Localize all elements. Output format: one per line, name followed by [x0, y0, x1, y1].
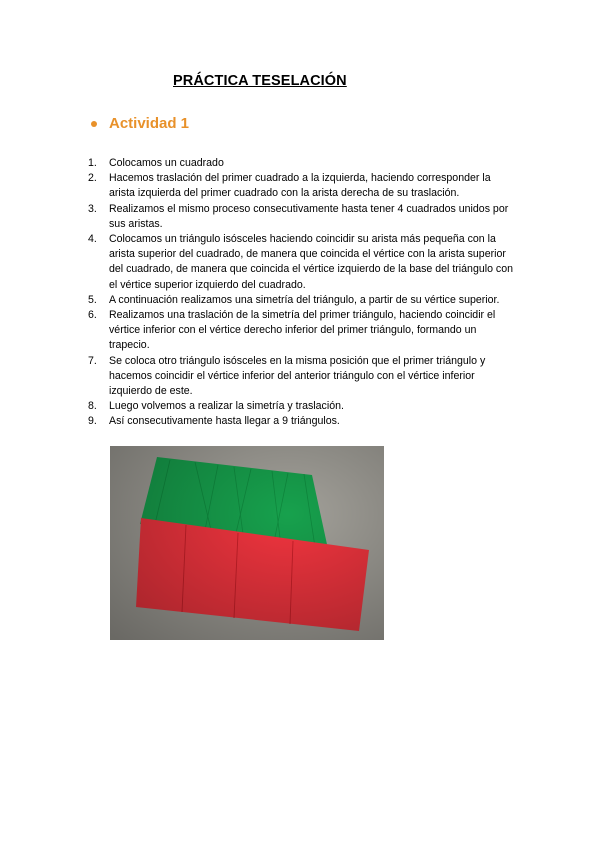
list-item — [88, 293, 518, 308]
step-text: Así consecutivamente hasta llegar a 9 triángulos. — [109, 415, 340, 428]
list-item — [88, 156, 518, 171]
list-item — [88, 399, 518, 414]
list-item — [88, 414, 518, 429]
step-text: Luego volvemos a realizar la simetría y traslación. — [109, 400, 344, 413]
list-item — [88, 202, 518, 232]
list-item — [88, 354, 518, 400]
step-text: Realizamos el mismo proceso consecutivamente hasta tener 4 cuadrados unidos por sus aristas. — [109, 202, 509, 230]
bullet-icon — [91, 121, 97, 127]
section-heading — [91, 115, 189, 132]
step-number: 8. — [88, 400, 97, 413]
tessellation-photo — [110, 446, 384, 640]
step-number: 9. — [88, 415, 97, 428]
step-number: 2. — [88, 172, 97, 185]
step-text: Hacemos traslación del primer cuadrado a la izquierda, haciendo corresponder la arista izquierda del primer cuadrado con la arista derecha de su traslación. — [109, 172, 491, 200]
section-heading-text: Actividad 1 — [109, 115, 190, 132]
list-item — [88, 232, 518, 293]
step-number: 5. — [88, 293, 97, 306]
list-item — [88, 171, 518, 201]
list-item — [88, 308, 518, 354]
step-number: 3. — [88, 202, 97, 215]
step-number: 4. — [88, 233, 97, 246]
step-text: Colocamos un cuadrado — [109, 157, 224, 169]
step-number: 7. — [88, 354, 97, 367]
page-title: PRÁCTICA TESELACIÓN — [173, 73, 347, 89]
step-text: A continuación realizamos una simetría del triángulo, a partir de su vértice superior. — [109, 293, 500, 306]
step-number: 1. — [88, 157, 97, 169]
step-text: Colocamos un triángulo isósceles haciendo coincidir su arista más pequeña con la arista superior del cuadrado, de manera que coincida el vértice con la arista superior del cuadrado, de manera que coincida el vértice izquierdo de la base del triángulo con el vértice superior izquierdo del cuadrado. — [109, 233, 514, 291]
step-number: 6. — [88, 309, 97, 322]
photo-vignette — [110, 446, 384, 640]
step-text: Realizamos una traslación de la simetría del primer triángulo, haciendo coincidir el vértice inferior con el vértice derecho inferior del primer triángulo, formando un trapecio. — [109, 309, 496, 352]
step-text: Se coloca otro triángulo isósceles en la misma posición que el primer triángulo y hacemos coincidir el vértice inferior del anterior triángulo con el vértice inferior izquierdo de este. — [109, 354, 486, 398]
steps-list — [88, 156, 518, 430]
